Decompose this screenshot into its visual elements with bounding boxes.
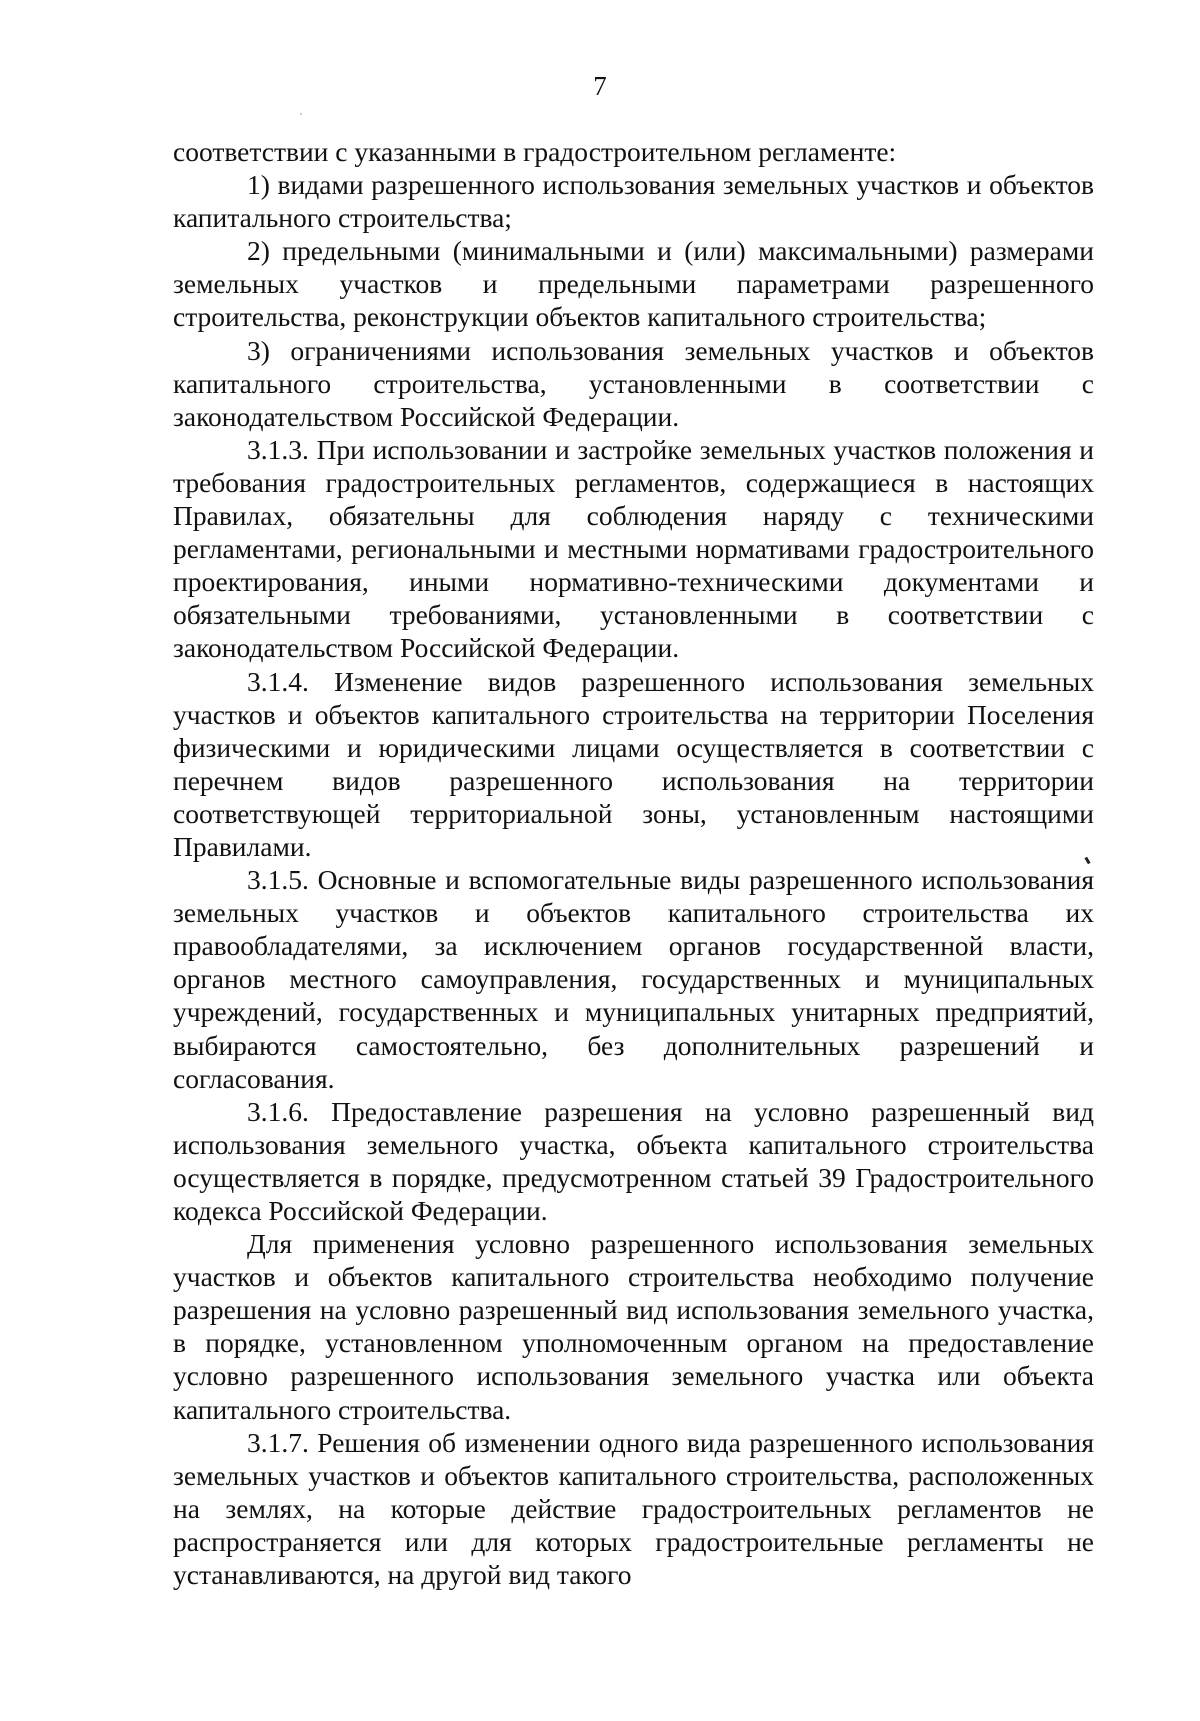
paragraph-list-item-3: 3) ограничениями использования земельных участков и объектов капитального строительства, установленными в соответствии с законодательством Российской Федерации. (173, 334, 1094, 432)
paragraph-3-1-3: 3.1.3. При использовании и застройке земельных участков положения и требования градостроительных регламентов, содержащиеся в настоящих Правилах, обязательны для соблюдения наряду с техническими регламентами, региональными и местными нормативами градостроительного проектирования, иными нормативно-техническими документами и обязательными требованиями, установленными в соответствии с законодательством Российской Федерации. (173, 433, 1094, 664)
paragraph-continuation: соответствии с указанными в градостроительном регламенте: (173, 136, 897, 167)
paragraph-list-item-1: 1) видами разрешенного использования земельных участков и объектов капитального строительства; (173, 169, 1094, 234)
paragraph-3-1-7: 3.1.7. Решения об изменении одного вида разрешенного использования земельных участков и объектов капитального строительства, расположенных на землях, на которые действие градостроительных регламентов не распространяется или для которых градостроительные регламенты не устанавливаются, на другой вид такого (173, 1426, 1094, 1591)
page-number: 7 (593, 71, 607, 101)
paragraph-3-1-5: 3.1.5. Основные и вспомогательные виды разрешенного использования земельных участков и объектов капитального строительства их правообладателями, за исключением органов государственной власти, органов местного самоуправления, государственных и муниципальных учреждений, государственных и муниципальных унитарных предприятий, выбираются самостоятельно, без дополнительных разрешений и согласования. (173, 864, 1094, 1094)
paragraph-3-1-4: 3.1.4. Изменение видов разрешенного использования земельных участков и объектов капитального строительства на территории Поселения физическими и юридическими лицами осуществляется в соответствии с перечнем видов разрешенного использования на территории соответствующей территориальной зоны, установленным настоящими Правилами. (173, 665, 1094, 862)
paragraph-conditional-use: Для применения условно разрешенного использования земельных участков и объектов капитального строительства необходимо получение разрешения на условно разрешенный вид использования земельного участка, в порядке, установленном уполномоченным органом на предоставление условно разрешенного использования земельного участка или объекта капитального строительства. (173, 1228, 1094, 1425)
paragraph-list-item-2: 2) предельными (минимальными и (или) максимальными) размерами земельных участков и предельными параметрами разрешенного строительства, реконструкции объектов капитального строительства; (173, 235, 1094, 333)
document-body (173, 135, 1094, 1591)
scan-speck (300, 113, 302, 115)
paragraph-3-1-6: 3.1.6. Предоставление разрешения на условно разрешенный вид использования земельного участка, объекта капитального строительства осуществляется в порядке, предусмотренном статьей 39 Градостроительного кодекса Российской Федерации. (173, 1095, 1094, 1226)
